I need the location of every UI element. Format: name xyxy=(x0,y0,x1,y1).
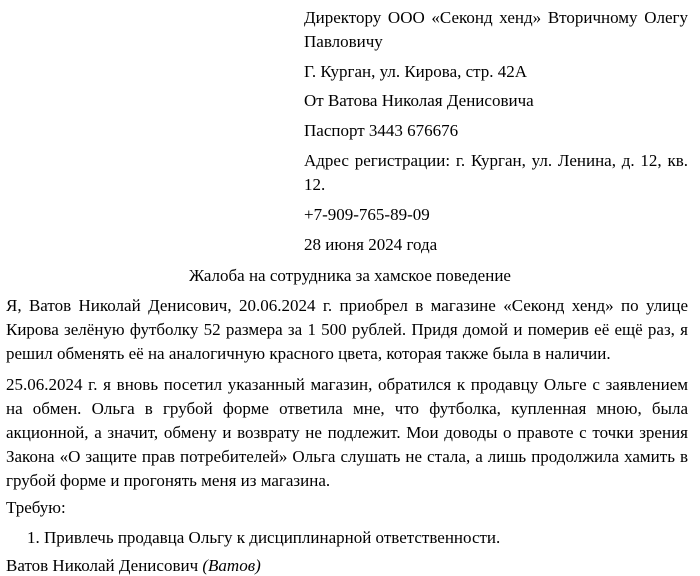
header-from: От Ватова Николая Денисовича xyxy=(304,91,534,110)
paragraph-1: Я, Ватов Николай Денисович, 20.06.2024 г. приобрел в магазине «Секонд хенд» по улице Кирова зелёную футболку 52 размера за 1 500 рублей. Придя домой и померив её ещё раз, я решил обменять её на аналогичную красного цвета, которая также была в наличии. xyxy=(6,296,688,363)
header-passport: Паспорт 3443 676676 xyxy=(304,121,459,140)
header-date: 28 июня 2024 года xyxy=(304,235,438,254)
document-title: Жалоба на сотрудника за хамское поведение xyxy=(189,266,511,285)
demand-item: 1. Привлечь продавца Ольгу к дисциплинарной ответственности. xyxy=(27,528,501,547)
signature-line xyxy=(6,556,261,576)
header-addressee: Директору ООО «Секонд хенд» Вторичному Олегу Павловичу xyxy=(304,8,688,51)
header-phone: +7-909-765-89-09 xyxy=(304,205,430,224)
signature-handwritten: (Ватов) xyxy=(202,556,261,575)
demand-label: Требую: xyxy=(6,498,66,517)
header-registration: Адрес регистрации: г. Курган, ул. Ленина, д. 12, кв. 12. xyxy=(304,151,688,194)
paragraph-2: 25.06.2024 г. я вновь посетил указанный магазин, обратился к продавцу Ольге с заявлением на обмен. Ольга в грубой форме ответила мне, что футболка, купленная мною, была акционной, а значит, обмену и возврату не подлежит. Мои доводы о правоте с точки зрения Закона «О защите прав потребителей» Ольга слушать не стала, а лишь продолжила хамить в грубой форме и прогонять меня из магазина. xyxy=(6,375,688,490)
header-address: Г. Курган, ул. Кирова, стр. 42А xyxy=(304,62,528,81)
signature-name: Ватов Николай Денисович xyxy=(6,556,199,575)
